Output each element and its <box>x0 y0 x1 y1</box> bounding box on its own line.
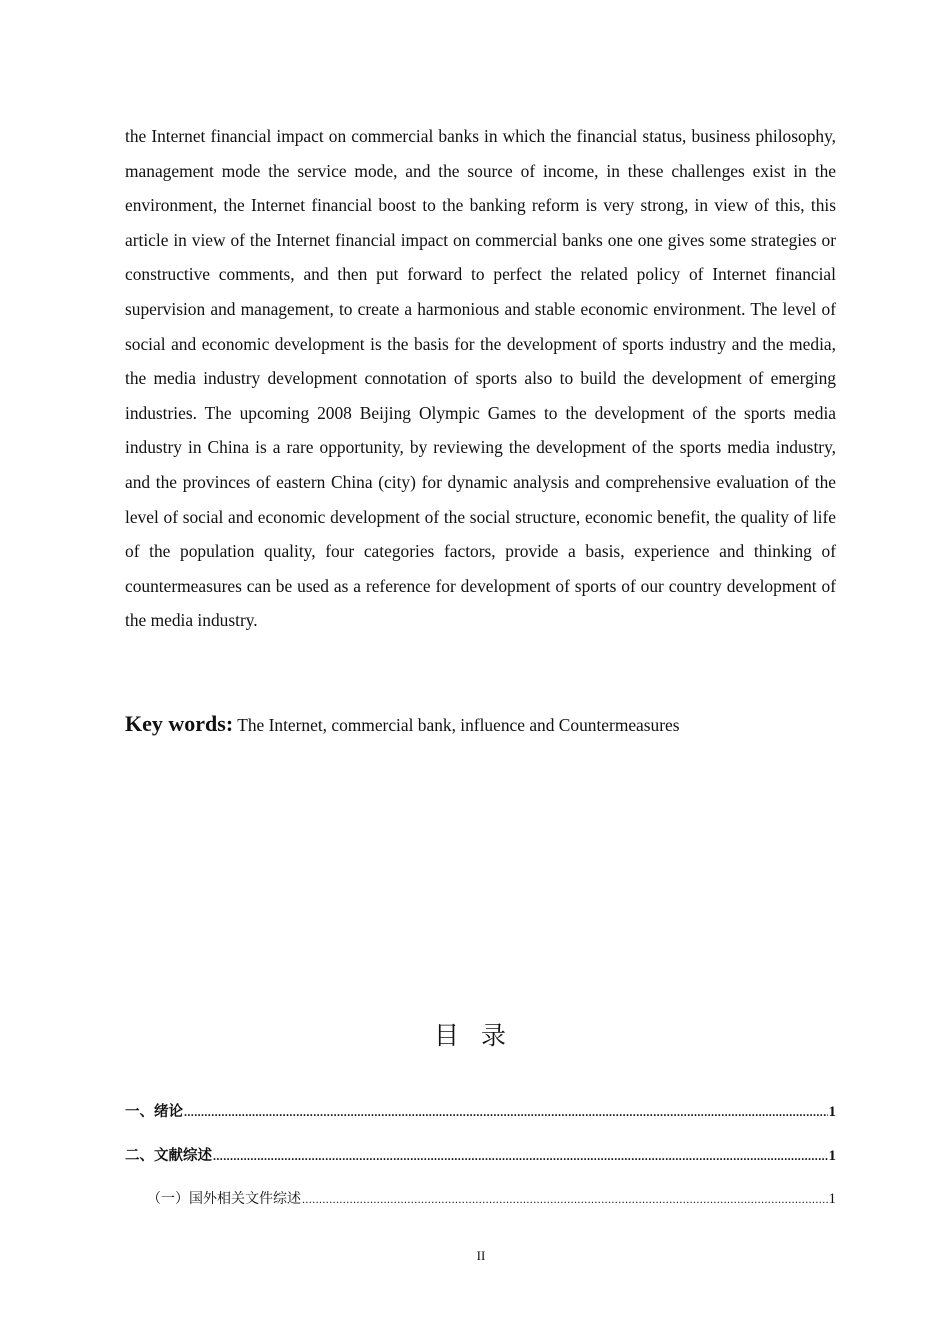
toc-leader-dots <box>184 1105 828 1120</box>
table-of-contents <box>125 1100 836 1214</box>
toc-entry-label: 一、绪论 <box>125 1104 183 1120</box>
toc-leader-dots <box>302 1192 828 1207</box>
keywords-line <box>125 707 836 742</box>
toc-entry-literature-review[interactable] <box>125 1144 836 1170</box>
toc-leader-dots <box>213 1149 828 1164</box>
toc-entry-page: 1 <box>828 1148 836 1164</box>
toc-entry-page: 1 <box>828 1191 836 1207</box>
toc-entry-page: 1 <box>828 1104 836 1120</box>
keywords-label: Key words: <box>125 711 234 736</box>
toc-entry-foreign-literature[interactable] <box>125 1188 836 1214</box>
page-number: II <box>476 1248 486 1263</box>
abstract-paragraph: the Internet financial impact on commercial banks in which the financial status, business philosophy, management mode the service mode, and the source of income, in these challenges exist in the environment, the Internet financial boost to the banking reform is very strong, in view of this, this article in view of the Internet financial impact on commercial banks one one gives some strategies or constructive comments, and then put forward to perfect the related policy of Internet financial supervision and management, to create a harmonious and stable economic environment. The level of social and economic development is the basis for the development of sports industry and the media, the media industry development connotation of sports also to build the development of emerging industries. The upcoming 2008 Beijing Olympic Games to the development of the sports media industry in China is a rare opportunity, by reviewing the development of the sports media industry, and the provinces of eastern China (city) for dynamic analysis and comprehensive evaluation of the level of social and economic development of the social structure, economic benefit, the quality of life of the population quality, four categories factors, provide a basis, experience and thinking of countermeasures can be used as a reference for development of sports of our country development of the media industry. <box>125 126 836 631</box>
toc-entry-introduction[interactable] <box>125 1100 836 1126</box>
keywords-text: The Internet, commercial bank, influence and Countermeasures <box>237 715 680 735</box>
toc-entry-label: 二、文献综述 <box>125 1148 212 1164</box>
toc-title: 目录 <box>433 1021 528 1050</box>
toc-entry-label: （一）国外相关文件综述 <box>147 1191 301 1207</box>
